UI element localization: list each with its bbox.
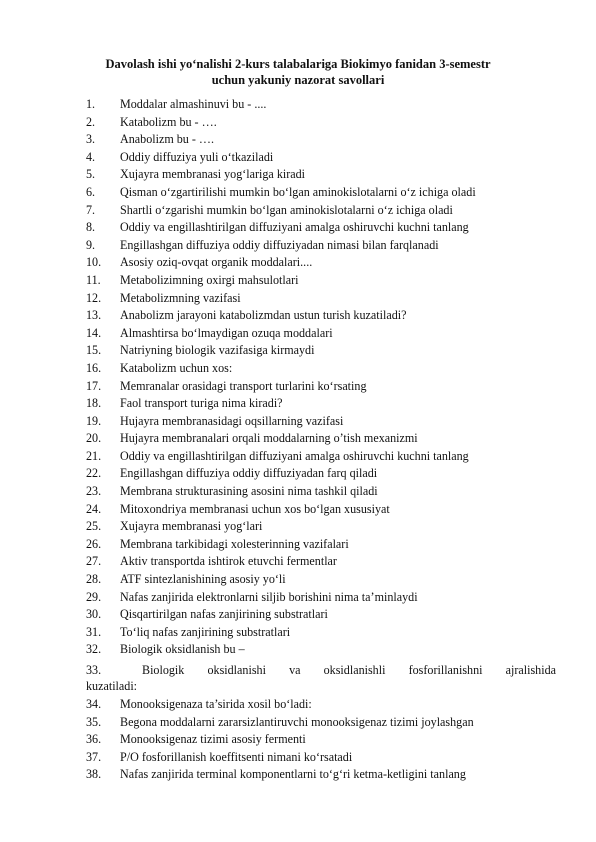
question-item bbox=[86, 536, 556, 554]
question-text: Faol transport turiga nima kiradi? bbox=[120, 396, 283, 411]
question-text: Membrana tarkibidagi xolesterinning vazifalari bbox=[120, 536, 349, 551]
question-item bbox=[86, 307, 556, 325]
question-text: Nafas zanjirida terminal komponentlarni to‘g‘ri ketma-ketligini tanlang bbox=[120, 767, 466, 782]
question-text: Almashtirsa bo‘lmaydigan ozuqa moddalari bbox=[120, 325, 333, 340]
question-text: Biologik oksidlanishi va oksidlanishli fosforillanishni ajralishida kuzatiladi: bbox=[86, 663, 556, 693]
question-item bbox=[86, 184, 556, 202]
question-text: Xujayra membranasi yog‘lari bbox=[120, 519, 263, 534]
question-number: 35. bbox=[86, 714, 102, 729]
question-number: 32. bbox=[86, 642, 102, 657]
question-number: 27. bbox=[86, 554, 102, 569]
question-text: Monooksigenaza ta’sirida xosil bo‘ladi: bbox=[120, 697, 312, 711]
question-item bbox=[86, 659, 556, 696]
question-text: Membrana strukturasining asosini nima tashkil qiladi bbox=[120, 484, 378, 499]
question-text: Natriyning biologik vazifasiga kirmaydi bbox=[120, 343, 315, 358]
question-text: Metabolizmning vazifasi bbox=[120, 290, 241, 305]
question-item bbox=[86, 766, 556, 784]
question-text: Katabolizm uchun xos: bbox=[120, 360, 233, 375]
question-number: 14. bbox=[86, 325, 102, 340]
question-number: 2. bbox=[86, 114, 96, 129]
question-item bbox=[86, 131, 556, 149]
question-number: 3. bbox=[86, 132, 96, 147]
document-title bbox=[60, 56, 536, 88]
question-text: Metabolizimning oxirgi mahsulotlari bbox=[120, 272, 299, 287]
question-item bbox=[86, 342, 556, 360]
question-item bbox=[86, 465, 556, 483]
question-text: Biologik oksidlanish bu – bbox=[120, 642, 245, 657]
question-number: 37. bbox=[86, 749, 102, 764]
question-number: 6. bbox=[86, 184, 96, 199]
question-text: Begona moddalarni zararsizlantiruvchi monooksigenaz tizimi joylashgan bbox=[120, 714, 474, 729]
question-number: 38. bbox=[86, 767, 102, 782]
question-item bbox=[86, 641, 556, 659]
question-number: 29. bbox=[86, 589, 102, 604]
question-item bbox=[86, 114, 556, 132]
question-number: 30. bbox=[86, 607, 102, 622]
question-list bbox=[86, 96, 556, 784]
question-number: 19. bbox=[86, 413, 102, 428]
question-item bbox=[86, 501, 556, 519]
question-number: 28. bbox=[86, 572, 102, 587]
question-text: Mitoxondriya membranasi uchun xos bo‘lgan xususiyat bbox=[120, 501, 390, 516]
question-number: 1. bbox=[86, 97, 96, 111]
question-text: Memranalar orasidagi transport turlarini ko‘rsating bbox=[120, 378, 367, 393]
question-item bbox=[86, 714, 556, 732]
question-text: Oddiy va engillashtirilgan diffuziyani amalga oshiruvchi kuchni tanlang bbox=[120, 220, 469, 235]
question-text: Aktiv transportda ishtirok etuvchi fermentlar bbox=[120, 554, 337, 569]
question-text: Monooksigenaz tizimi asosiy fermenti bbox=[120, 732, 306, 747]
question-text: Katabolizm bu - …. bbox=[120, 114, 217, 129]
question-number: 15. bbox=[86, 343, 102, 358]
question-number: 13. bbox=[86, 308, 102, 323]
question-number: 10. bbox=[86, 255, 102, 270]
question-number: 21. bbox=[86, 448, 102, 463]
question-number: 4. bbox=[86, 149, 96, 164]
question-text: Asosiy oziq-ovqat organik moddalari.... bbox=[120, 255, 313, 270]
question-text: Shartli o‘zgarishi mumkin bo‘lgan aminokislotalarni o‘z ichiga oladi bbox=[120, 202, 453, 217]
question-number: 11. bbox=[86, 272, 101, 287]
question-item bbox=[86, 360, 556, 378]
question-number: 22. bbox=[86, 466, 102, 481]
question-number: 36. bbox=[86, 732, 102, 747]
question-text: Anabolizm jarayoni katabolizmdan ustun turish kuzatiladi? bbox=[120, 308, 407, 323]
question-number: 31. bbox=[86, 624, 102, 639]
question-text: Xujayra membranasi yog‘lariga kiradi bbox=[120, 167, 306, 182]
question-item bbox=[86, 413, 556, 431]
question-number: 25. bbox=[86, 519, 102, 534]
question-text: Hujayra membranalari orqali moddalarning o’tish mexanizmi bbox=[120, 431, 418, 446]
question-text: Anabolizm bu - …. bbox=[120, 132, 215, 147]
question-number: 34. bbox=[86, 697, 102, 711]
question-item bbox=[86, 624, 556, 642]
question-item bbox=[86, 395, 556, 413]
question-item bbox=[86, 202, 556, 220]
question-text: Nafas zanjirida elektronlarni siljib borishini nima ta’minlaydi bbox=[120, 589, 418, 604]
question-number: 16. bbox=[86, 360, 102, 375]
question-number: 12. bbox=[86, 290, 102, 305]
question-number: 18. bbox=[86, 396, 102, 411]
question-text: Qisman o‘zgartirilishi mumkin bo‘lgan aminokislotalarni o‘z ichiga oladi bbox=[120, 184, 476, 199]
question-item bbox=[86, 254, 556, 272]
question-item bbox=[86, 696, 556, 714]
question-number: 26. bbox=[86, 536, 102, 551]
question-text: Engillashgan diffuziya oddiy diffuziyadan nimasi bilan farqlanadi bbox=[120, 237, 439, 252]
question-item bbox=[86, 237, 556, 255]
question-item bbox=[86, 166, 556, 184]
question-text: Engillashgan diffuziya oddiy diffuziyadan farq qiladi bbox=[120, 466, 378, 481]
question-text: Qisqartirilgan nafas zanjirining substratlari bbox=[120, 607, 328, 622]
question-item bbox=[86, 149, 556, 167]
question-text: Moddalar almashinuvi bu - .... bbox=[120, 97, 267, 111]
question-number: 24. bbox=[86, 501, 102, 516]
question-item bbox=[86, 589, 556, 607]
question-item bbox=[86, 448, 556, 466]
question-number: 8. bbox=[86, 220, 96, 235]
question-item bbox=[86, 553, 556, 571]
question-number: 7. bbox=[86, 202, 96, 217]
question-item bbox=[86, 483, 556, 501]
question-number: 20. bbox=[86, 431, 102, 446]
question-number: 33. bbox=[86, 663, 102, 677]
question-number: 5. bbox=[86, 167, 96, 182]
question-item bbox=[86, 96, 556, 114]
question-item bbox=[86, 378, 556, 396]
question-item bbox=[86, 518, 556, 536]
question-text: Hujayra membranasidagi oqsillarning vazifasi bbox=[120, 413, 344, 428]
question-text: Oddiy diffuziya yuli o‘tkaziladi bbox=[120, 149, 274, 164]
question-item bbox=[86, 571, 556, 589]
question-number: 9. bbox=[86, 237, 96, 252]
question-item bbox=[86, 290, 556, 308]
question-item bbox=[86, 325, 556, 343]
question-text: To‘liq nafas zanjirining substratlari bbox=[120, 624, 291, 639]
title-line-2: uchun yakuniy nazorat savollari bbox=[211, 73, 385, 87]
question-text: Oddiy va engillashtirilgan diffuziyani amalga oshiruvchi kuchni tanlang bbox=[120, 448, 469, 463]
question-item bbox=[86, 430, 556, 448]
question-item bbox=[86, 606, 556, 624]
question-text: ATF sintezlanishining asosiy yo‘li bbox=[120, 572, 286, 587]
title-line-1: Davolash ishi yo‘nalishi 2-kurs talabalariga Biokimyo fanidan 3-semestr bbox=[105, 57, 491, 71]
question-item bbox=[86, 272, 556, 290]
question-number: 23. bbox=[86, 484, 102, 499]
question-item bbox=[86, 731, 556, 749]
question-item bbox=[86, 219, 556, 237]
question-text: P/O fosforillanish koeffitsenti nimani ko‘rsatadi bbox=[120, 749, 353, 764]
question-number: 17. bbox=[86, 378, 102, 393]
question-item bbox=[86, 749, 556, 767]
